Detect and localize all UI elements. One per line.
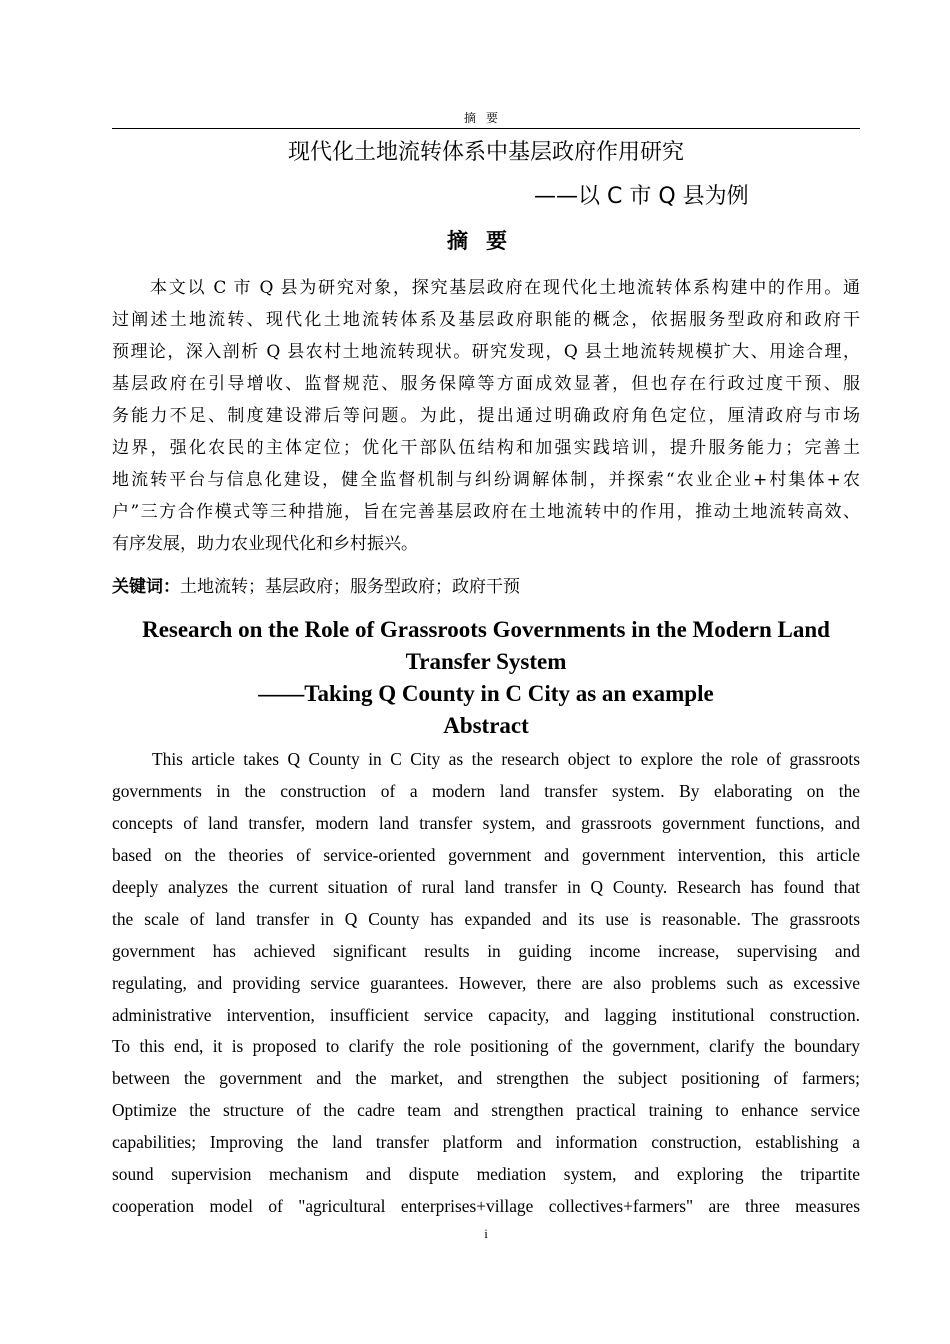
chinese-abstract-line: 本文以 C 市 Q 县为研究对象，探究基层政府在现代化土地流转体系构建中的作用。通 bbox=[150, 278, 860, 298]
english-abstract-line: government has achieved significant results in guiding income increase, supervising and bbox=[112, 940, 860, 961]
chinese-abstract-line: 基层政府在引导增收、监督规范、服务保障等方面成效显著，但也存在行政过度干预、服 bbox=[112, 374, 860, 394]
header-divider bbox=[112, 128, 860, 129]
chinese-abstract-line: 户”三方合作模式等三种措施，旨在完善基层政府在土地流转中的作用，推动土地流转高效、 bbox=[112, 502, 860, 522]
chinese-abstract-line: 预理论，深入剖析 Q 县农村土地流转现状。研究发现，Q 县土地流转规模扩大、用途合理， bbox=[112, 342, 860, 362]
english-abstract-line: regulating, and providing service guarantees. However, there are also problems such as excessive bbox=[112, 972, 860, 993]
chinese-abstract-heading: 摘要 bbox=[447, 229, 525, 253]
page-number: i bbox=[484, 1226, 488, 1241]
chinese-abstract-body bbox=[112, 272, 860, 560]
english-abstract-body bbox=[112, 743, 860, 1222]
english-abstract-heading: Abstract bbox=[443, 713, 529, 738]
english-abstract-line: sound supervision mechanism and dispute mediation system, and exploring the tripartite bbox=[112, 1164, 860, 1185]
english-abstract-line: administrative intervention, insufficient service capacity, and lagging institutional construction. bbox=[112, 1004, 860, 1025]
english-abstract-line: cooperation model of "agricultural enterprises+village collectives+farmers" are three measures bbox=[112, 1196, 860, 1217]
chinese-abstract-line: 务能力不足、制度建设滞后等问题。为此，提出通过明确政府角色定位，厘清政府与市场 bbox=[112, 406, 860, 426]
english-abstract-line: deeply analyzes the current situation of rural land transfer in Q County. Research has found that bbox=[112, 876, 860, 897]
english-subtitle: ——Taking Q County in C City as an example bbox=[258, 681, 714, 706]
chinese-abstract-line: 有序发展，助力农业现代化和乡村振兴。 bbox=[112, 534, 418, 554]
keywords-label: 关键词： bbox=[112, 577, 180, 597]
keywords-list: 土地流转；基层政府；服务型政府；政府干预 bbox=[180, 577, 520, 597]
chinese-abstract-line: 边界，强化农民的主体定位；优化干部队伍结构和加强实践培训，提升服务能力；完善土 bbox=[112, 438, 860, 458]
english-abstract-line: governments in the construction of a modern land transfer system. By elaborating on the bbox=[112, 780, 860, 801]
chinese-keywords bbox=[112, 572, 520, 602]
english-title-block bbox=[112, 614, 860, 742]
english-abstract-line: Optimize the structure of the cadre team and strengthen practical training to enhance service bbox=[112, 1100, 860, 1121]
english-title-line: Transfer System bbox=[405, 649, 567, 674]
english-abstract-line: capabilities; Improving the land transfer platform and information construction, establishing a bbox=[112, 1132, 860, 1153]
chinese-abstract-line: 过阐述土地流转、现代化土地流转体系及基层政府职能的概念，依据服务型政府和政府干 bbox=[112, 310, 860, 330]
english-abstract-line: based on the theories of service-oriented government and government intervention, this article bbox=[112, 844, 860, 865]
english-abstract-line: To this end, it is proposed to clarify the role positioning of the government, clarify the boundary bbox=[112, 1036, 860, 1057]
chinese-subtitle: ——以 C 市 Q 县为例 bbox=[534, 184, 749, 209]
running-header: 摘要 bbox=[463, 111, 508, 125]
chinese-abstract-line: 地流转平台与信息化建设，健全监督机制与纠纷调解体制，并探索“农业企业+村集体+农 bbox=[112, 470, 860, 490]
english-title-line: Research on the Role of Grassroots Governments in the Modern Land bbox=[142, 617, 830, 642]
english-abstract-line: This article takes Q County in C City as the research object to explore the role of grassroots bbox=[152, 749, 860, 769]
english-abstract-line: the scale of land transfer in Q County has expanded and its use is reasonable. The grassroots bbox=[112, 908, 860, 929]
chinese-title: 现代化土地流转体系中基层政府作用研究 bbox=[287, 140, 684, 165]
english-abstract-line: concepts of land transfer, modern land transfer system, and grassroots government functions, and bbox=[112, 812, 860, 833]
english-abstract-line: between the government and the market, and strengthen the subject positioning of farmers; bbox=[112, 1068, 860, 1089]
